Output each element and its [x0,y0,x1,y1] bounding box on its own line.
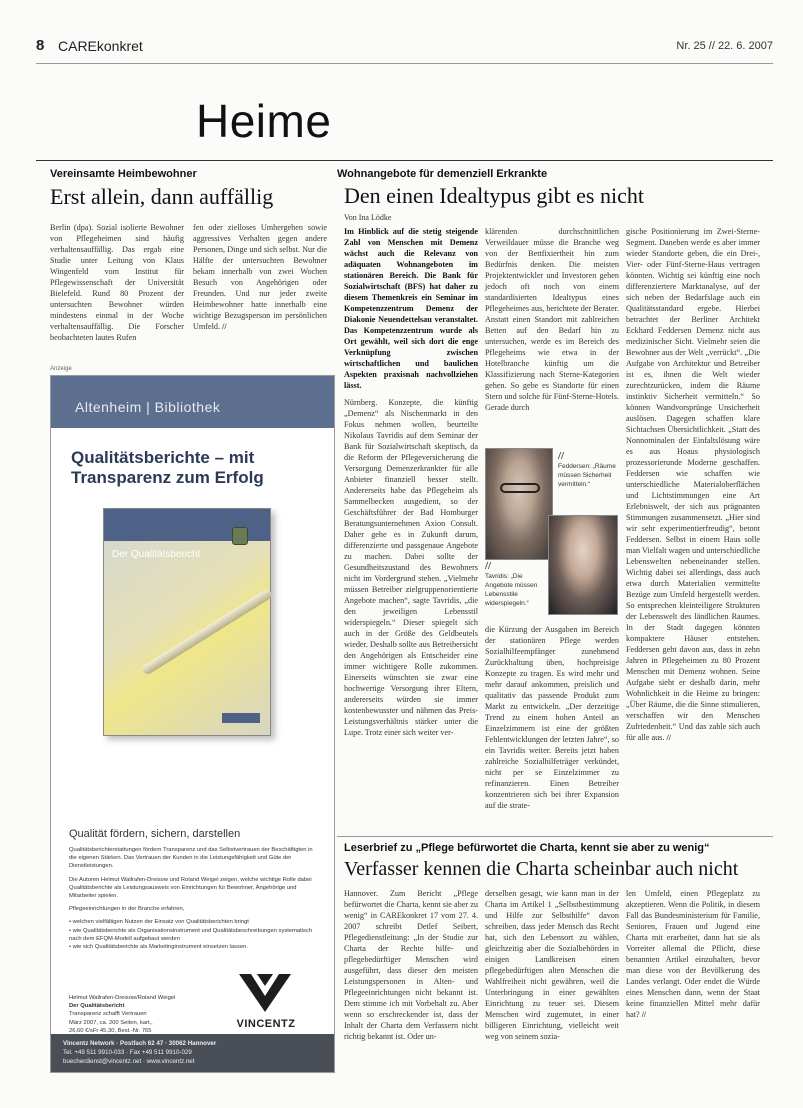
ad-order-line: Transparenz schafft Vertrauen [69,1011,147,1018]
article3-column-2: derselben gesagt, wie kann man in der Charta im Artikel 1 „Selbstbestimmung und Hilfe zur Selbsthilfe“ davon schreiben, dass jeder Mensch das Recht hat, sich den Lebensort zu wählen, gleichzeitig aber die Sozialbehörden in einigen Landkreisen einen pflegebedürftigen alten Menschen die Wahlfreiheit nicht gewähren, weil die Unterbringung in einer gewählten Einrichtung zu teuer sei. Diesem Menschen wird zugemutet, in einer billigeren Einrichtung, vielleicht weit weg von seinem sozia- [485,889,619,1041]
article3-end-mark: // [641,1010,647,1019]
ad-book-title: Der Qualitätsbericht [112,549,201,560]
ad-bullet: • wie Qualitätsberichte als Organisationsinstrument und Qualitätsbeschreibungen systematisch nach dem EFQM-Modell aufgebaut werden [69,927,319,943]
ad-bullet: • welchen vielfältigen Nutzen der Einsatz von Qualitätsberichten bringt [69,918,319,926]
article2-lead: Im Hinblick auf die stetig steigende Zahl von Menschen mit Demenz wächst auch die Relevanz von adäquaten Wohnangeboten im stationären Bereich. Die Bank für Sozialwirtschaft (BFS) hat daher zu diesem Themenkreis ein Seminar im Kompetenzzentrum Demenz der Diakonie Neuendettelsau veranstaltet. Das Kompetenzzentrum wurde als Ort gewählt, weil sich dort die enge Verknüpfung zwischen wirtschaftlichen und baulichen Aspekten praxisnah nachvollziehen lässt. [344,227,478,390]
ad-title: Qualitätsberichte – mit Transparenz zum Erfolg [71,448,264,487]
ad-footer-web[interactable]: buecherdienst@vincentz.net · www.vincentz.net [63,1058,195,1065]
article2-kicker: Wohnangebote für demenziell Erkrankte [337,168,548,180]
article2-column-1 [344,226,478,738]
ad-logo-text: VINCENTZ [236,1018,296,1030]
ad-book-pen-icon [141,588,274,676]
article2-headline: Den einen Idealtypus gibt es nicht [344,183,644,208]
article2-author: Von Ina Lödke [344,213,392,222]
article3-column-3 [626,888,760,1020]
ad-order-line: Der Qualitätsbericht [69,1003,125,1010]
ad-text-2: Die Autoren Helmut Wallrafen-Dreisow und Roland Weigel zeigen, welche wichtige Rolle dabei Qualitätsberichte als Leistungsausweis von Einrichtungen für Bewohner, Angehörige und Mitarbeiter spielen. [69,876,312,900]
article1-headline: Erst allein, dann auffällig [50,184,274,209]
ad-order-line: Helmut Wallrafen-Dreisow/Roland Weigel [69,995,176,1001]
ad-book-image [103,508,271,736]
article3-column-1: Hannover. Zum Bericht „Pflege befürwortet die Charta, kennt sie aber zu wenig“ in CAREkonkret 17 vom 27. 4. 2007 schreibt Detlef Seibert, Pflegedienstleitung: „In der Studie zur Charta der Rechte hilfe- und pflegebedürftiger Menschen wird ausgeführt, dass dieser den meisten Leistungspersonen in Alten- und Pflegeeinrichtungen nicht bekannt ist. Dem stimme ich mit Vorbehalt zu. Aber wenn so erschreckender ist, dass der Inhalt der Charta dem Verfassern nicht richtig bekannt ist. Oder un- [344,889,478,1041]
ad-bullet: • wie sich Qualitätsberichte als Marketinginstrument einsetzen lassen. [69,943,319,951]
article2-column-3 [626,226,760,743]
ad-brand: Altenheim | Bibliothek [75,399,221,415]
ad-book-seal-icon [232,527,248,545]
advertisement[interactable] [50,375,335,1073]
article1-column-2-text: fen oder zielloses Umhergehen sowie aggressives Verhalten gegen andere Personen, Dinge und sich selbst. Nur die Hälfte der untersuchten Bewohner bekam innerhalb von zwei Wochen Besuch von Angehörigen oder Freunden. Und nur jeder zweite Heimbewohner hatte innerhalb eine wichtige Bezugsperson im persönlichen Umfeld. [193,223,327,331]
glasses-icon [500,483,540,493]
article2-column-2-continued: die Kürzung der Ausgaben im Bereich der stationären Pflege werden Sozialhilfeempfänger zunehmend Zurückhaltung üben, hochpreisige Konzepte zu tragen. Es wird mehr und mehr darauf ankommen, preislich und qualitativ das passende Produkt zum Markt zu entwickeln. „Der derzeitige Trend zu einem hohen Anteil an Einzelzimmern ist eine der größten Fehlentwicklungen der letzten Jahre“, so ein Tavridis weiter. Bereits jetzt haben zahlreiche Sozialhilfeträger verkündet, nicht per se Einzelzimmer zu refinanzieren. Einen Betreiber konzentrieren sich bei ihrer Expansion auf die strate- [485,625,619,810]
ad-order-info [69,994,209,1035]
article3-headline: Verfasser kennen die Charta scheinbar auch nicht [344,858,739,880]
caption-feddersen-text: Feddersen: „Räume müssen Sicherheit vermitteln.“ [558,463,616,488]
article1-end-mark: // [222,322,227,331]
ad-order-line: März 2007, ca. 200 Seiten, kart., [69,1019,153,1026]
article1-column-1: Berlin (dpa). Sozial isolierte Bewohner von Pflegeheimen sind häufig verhaltensauffällig. Das ergab eine Studie unter Leitung von Klaus Wingenfeld vom Institut für Pflegewissenschaft der Universität Bielefeld. Rund 80 Prozent der untersuchten Bewohner würden mindestens einmal in der Woche verhaltensauffällig. Die Forscher beobachteten lautes Rufen [50,223,184,342]
article3-kicker: Leserbrief zu „Pflege befürwortet die Charta, kennt sie aber zu wenig“ [344,842,710,854]
ad-footer [51,1034,334,1072]
caption-tavridis [485,560,545,608]
article2-end-mark: // [666,733,671,742]
ad-text-3: Pflegeeinrichtungen in der Branche erfahren, [69,906,185,913]
photo-tavridis [548,515,618,615]
page-number: 8 [36,37,45,54]
photo-feddersen [485,448,553,560]
publication-name: CAREkonkret [58,38,143,54]
article1-column-2 [193,222,327,332]
section-rule [36,160,773,161]
letter-rule [337,836,773,837]
caption-feddersen [558,450,620,489]
ad-footer-address: Vincentz Network · Postfach 62 47 · 30062 Hannover [63,1040,217,1047]
ad-order-line: 26,60 €/sFr 45,30, Best.-Nr. 765 [69,1027,152,1034]
ad-tagline: Qualität fördern, sichern, darstellen [69,828,241,840]
issue-info: Nr. 25 // 22. 6. 2007 [676,40,773,52]
article2-body-1: Nürnberg. Konzepte, die künftig „Demenz“ als Nischenmarkt in den Fokus nehmen wollen, beurteilte Nikolaus Tavridis auf dem Seminar der Bank für Sozialwirtschaft skeptisch, da die Reform der Pflegeversicherung die Versorgung Demenzerkrankter für alle Anbieter finanziell besser stellt. Andererseits habe das Pflegeheim als Sammelbecken ausgedient, so der Geschäftsführer der Bad Homburger Beratungsunternehmen Axion Consult. Daher gehe es in Zukunft darum, differenzierte und passgenaue Angebote zu machen. Dabei sollte der Gesundheitszustand des Bewohners nicht im Vordergrund stehen. „Vielmehr müssen Betreiber zielgruppenorientierte Angebote machen“, sagte Tavridis, „die den jeweiligen Lebensstil widerspiegeln.“ Dieser spiegelt sich auch in der Größe des Geldbeutels wieder. Deshalb sollte aus Betreibersicht den Angehörigen als Entscheider eine immer wichtigere Rolle zukommen. Einerseits wünschten sie zwar eine hochwertige Versorgung ihrer Eltern, andererseits würden sie immer kostenbewusster und nähmen das Preis-Leistungsverhältnis stärker unter die Lupe. Trotz einer sich weiter ver- [344,398,478,737]
article1-kicker: Vereinsamte Heimbewohner [50,168,197,180]
section-title: Heime [196,95,332,147]
ad-book-badge [222,713,260,723]
ad-text-1: Qualitätsberichterstattungen fördern Transparenz und das Selbstvertrauen der Beschäftigten in die eigenen Stärken. Das Vertrauen der Kunden in die Leistungsfähigkeit und Güte der Dienstleistungen. [69,847,313,870]
ad-footer-phone: Tel. +49 511 9910-033 · Fax +49 511 9910-029 [63,1049,192,1056]
article2-column-3-text: gische Positionierung im Zwei-Sterne-Segment. Daneben werde es aber immer wieder Standorte geben, die ein Drei-, Vier- oder Fünf-Sterne-Haus vertragen könnten. Wichtig sei künftig eine noch differenziertere Marktanalyse, auf der sich neben der Bedarfslage auch ein Qualitätsstandard ergebe. Hierbei betrachtet der Berliner Architekt Eckhard Feddersen Demenz nicht aus medizinischer Sicht. Vielmehr seien die Bewohner aus der Welt „verrückt“. „Die Aufgabe von Architektur und Betreiber ist es, ihnen die Welt wieder zurechtzurücken, indem die Räume instinktiv Sicherheit vermitteln.“ So können Wandvorsprünge Unsicherheit auslösen. Dagegen schaffen klare Sichtachsen Übersichtlichkeit. „Statt des Nonnominalen der Einfaltslösung wäre es aus Hoaus physiologisch prozessorierunde Moderne geschaffen. Feddersen wie schaffen wie unterschiedliche Materialoberflächen und Lichtstimmungen eine Art Erlebniswelt, der sich aus prägnanten Stimmungen zusammensetzt. „Hier sind wir sehr experimentierfreudig“, betont Feddersen. Selbst in einem Haus solle man Vielfalt wagen und unterschiedliche Lebenswelten nebeneinander stellen. Wichtig dabei sei allerdings, dass auch etwa durch Materialien vermittelte Bezüge zum Umfeld hergestellt werden. So entsprechen kleinteiligere Strukturen der Lebenswelt des ländlichen Raumes. In der Stadt dagegen könnten kompaktere Häuser entstehen. Feddersen geht davon aus, dass in zehn Jahren in Pflegeheimen zu 80 Prozent Menschen mit Demenz wohnen. Seine Aufgabe sieht er deshalb darin, mehr Wohnlichkeit in die Heime zu bringen: „Über Räume, die die Sinne stimulieren, verschaffen wir den Menschen Zufriedenheit.“ Und das zahle sich auch für alle aus. [626,227,760,742]
caption-tavridis-text: Tavridis: „Die Angebote müssen Lebensstile widerspiegeln.“ [485,573,538,607]
ad-description [69,846,319,956]
caption-mark: // [485,560,492,572]
article2-column-2: klärenden durchschnittlichen Verweildauer müsse die Branche weg von der Bettfixiertheit hin zum Bedürfnis denken. Die meisten Projektentwickler und Investoren gehen jedoch oft noch von einem standardisierten Idealtypus eines Pflegeheimes aus, berichtete der Berater. Anstatt einen Standort mit zahlreichen Betten auf den Bedarf hin zu untersuchen, werde es im Bereich des Pflegeheims wie etwa in der Hotelbranche künftig um die Klassifizierung nach Sterne-Kategorien gehen. So gebe es Standorte für einen Stern und solche für Fünf-Sterne-Hotels. Gerade durch [485,227,619,412]
article3-column-3-text: len Umfeld, einen Pflegeplatz zu akzeptieren. Wenn die Politik, in diesem Fall das Bundesministerium für Familie, Senioren, Frauen und Jugend eine Charta mit erarbeitet, dann hat sie als Vorreiter allemal die Pflicht, diese benannten Artikel einzuhalten, bevor man diese von der Bevölkerung des Landes verlangt. Oder endet die Würde eines Menschen dann, wenn der Staat keine finanziellen Mittel mehr dafür hat? [626,889,760,1019]
caption-mark: // [558,450,565,462]
vincentz-logo-icon [235,968,295,1016]
ad-label: Anzeige [50,366,72,372]
top-rule [36,63,773,64]
ad-bullet-list [69,918,319,951]
